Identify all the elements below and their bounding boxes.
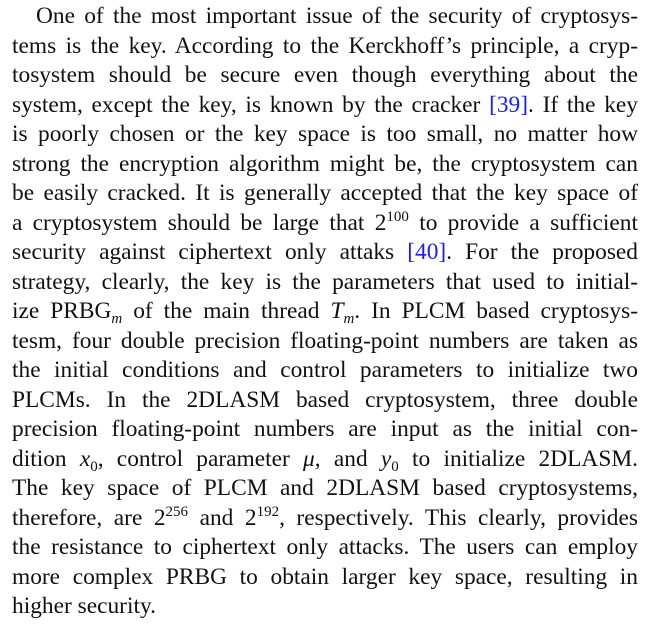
text-segment: , control parameter — [97, 445, 304, 472]
text-line — [12, 32, 638, 62]
text-line — [12, 474, 638, 504]
text-segment: a cryptosystem should be large that 2 — [12, 209, 387, 236]
text-segment: tesm, four double precision floating-point numbers are taken as — [12, 327, 638, 354]
text-segment: more complex PRBG to obtain larger key space, resulting in — [12, 563, 638, 590]
text-segment: One of the most important issue of the security of cryptosys- — [36, 3, 638, 29]
text-segment: the initial conditions and control parameters to initialize two — [12, 357, 638, 383]
text-line — [12, 533, 638, 563]
text-segment: the resistance to ciphertext only attacks. The users can employ — [12, 534, 638, 560]
text-segment: of the main thread — [122, 298, 331, 324]
text-segment: . For the proposed — [446, 239, 638, 265]
math-symbol: T — [330, 298, 344, 324]
text-line — [12, 415, 638, 445]
text-segment: ize PRBG — [12, 298, 112, 324]
exponent: 256 — [165, 503, 189, 520]
text-line — [12, 238, 638, 268]
citation-link-40[interactable]: [40] — [407, 239, 447, 265]
text-line — [12, 2, 638, 32]
text-segment: strategy, clearly, the key is the parameters that used to initial- — [12, 268, 638, 295]
text-line — [12, 268, 638, 298]
text-segment: PLCMs. In the 2DLASM based cryptosystem, three double — [12, 386, 638, 413]
text-segment: strong the encryption algorithm might be, the cryptosystem can — [12, 150, 638, 177]
paper-paragraph — [12, 2, 638, 622]
text-line — [12, 445, 638, 475]
text-segment: precision floating-point numbers are input as the initial con- — [12, 416, 638, 442]
exponent: 192 — [256, 503, 280, 520]
text-segment: and 2 — [188, 504, 257, 531]
text-line — [12, 150, 638, 180]
subscript: 0 — [391, 458, 399, 475]
subscript: 0 — [90, 458, 98, 475]
text-line — [12, 386, 638, 416]
text-segment: . If the key — [528, 91, 638, 118]
text-line — [12, 504, 638, 534]
text-line — [12, 179, 638, 209]
text-line — [12, 563, 638, 593]
text-segment: tosystem should be secure even though everything about the — [12, 62, 638, 88]
citation-link-39[interactable]: [39] — [489, 91, 529, 118]
text-line — [12, 61, 638, 91]
text-segment: . In PLCM based cryptosys- — [354, 298, 638, 324]
text-line — [12, 297, 638, 327]
text-segment: is poorly chosen or the key space is too small, no matter how — [12, 121, 638, 147]
text-line — [12, 592, 638, 622]
exponent: 100 — [386, 208, 409, 225]
text-segment: therefore, are 2 — [12, 504, 166, 531]
text-segment: to initialize 2DLASM. — [398, 445, 638, 472]
text-line — [12, 356, 638, 386]
text-line — [12, 120, 638, 150]
text-segment: security against ciphertext only attaks — [12, 239, 408, 265]
text-line — [12, 327, 638, 357]
text-segment: , respectively. This clearly, provides — [279, 504, 638, 531]
math-symbol: y — [380, 445, 392, 472]
text-segment: dition — [12, 445, 80, 472]
math-symbol: x — [79, 445, 91, 472]
text-segment: higher security. — [12, 593, 156, 619]
text-segment: , and — [314, 445, 381, 472]
math-symbol: μ — [303, 445, 315, 472]
text-line — [12, 209, 638, 239]
text-segment: be easily cracked. It is generally accepted that the key space of — [12, 180, 638, 206]
text-line — [12, 91, 638, 121]
subscript: m — [343, 311, 355, 327]
subscript: m — [111, 311, 123, 327]
text-segment: to provide a sufficient — [408, 209, 638, 236]
text-segment: tems is the key. According to the Kerckhoff’s principle, a cryp- — [12, 32, 638, 59]
text-segment: system, except the key, is known by the cracker — [12, 91, 490, 118]
text-segment: The key space of PLCM and 2DLASM based cryptosystems, — [12, 475, 638, 501]
